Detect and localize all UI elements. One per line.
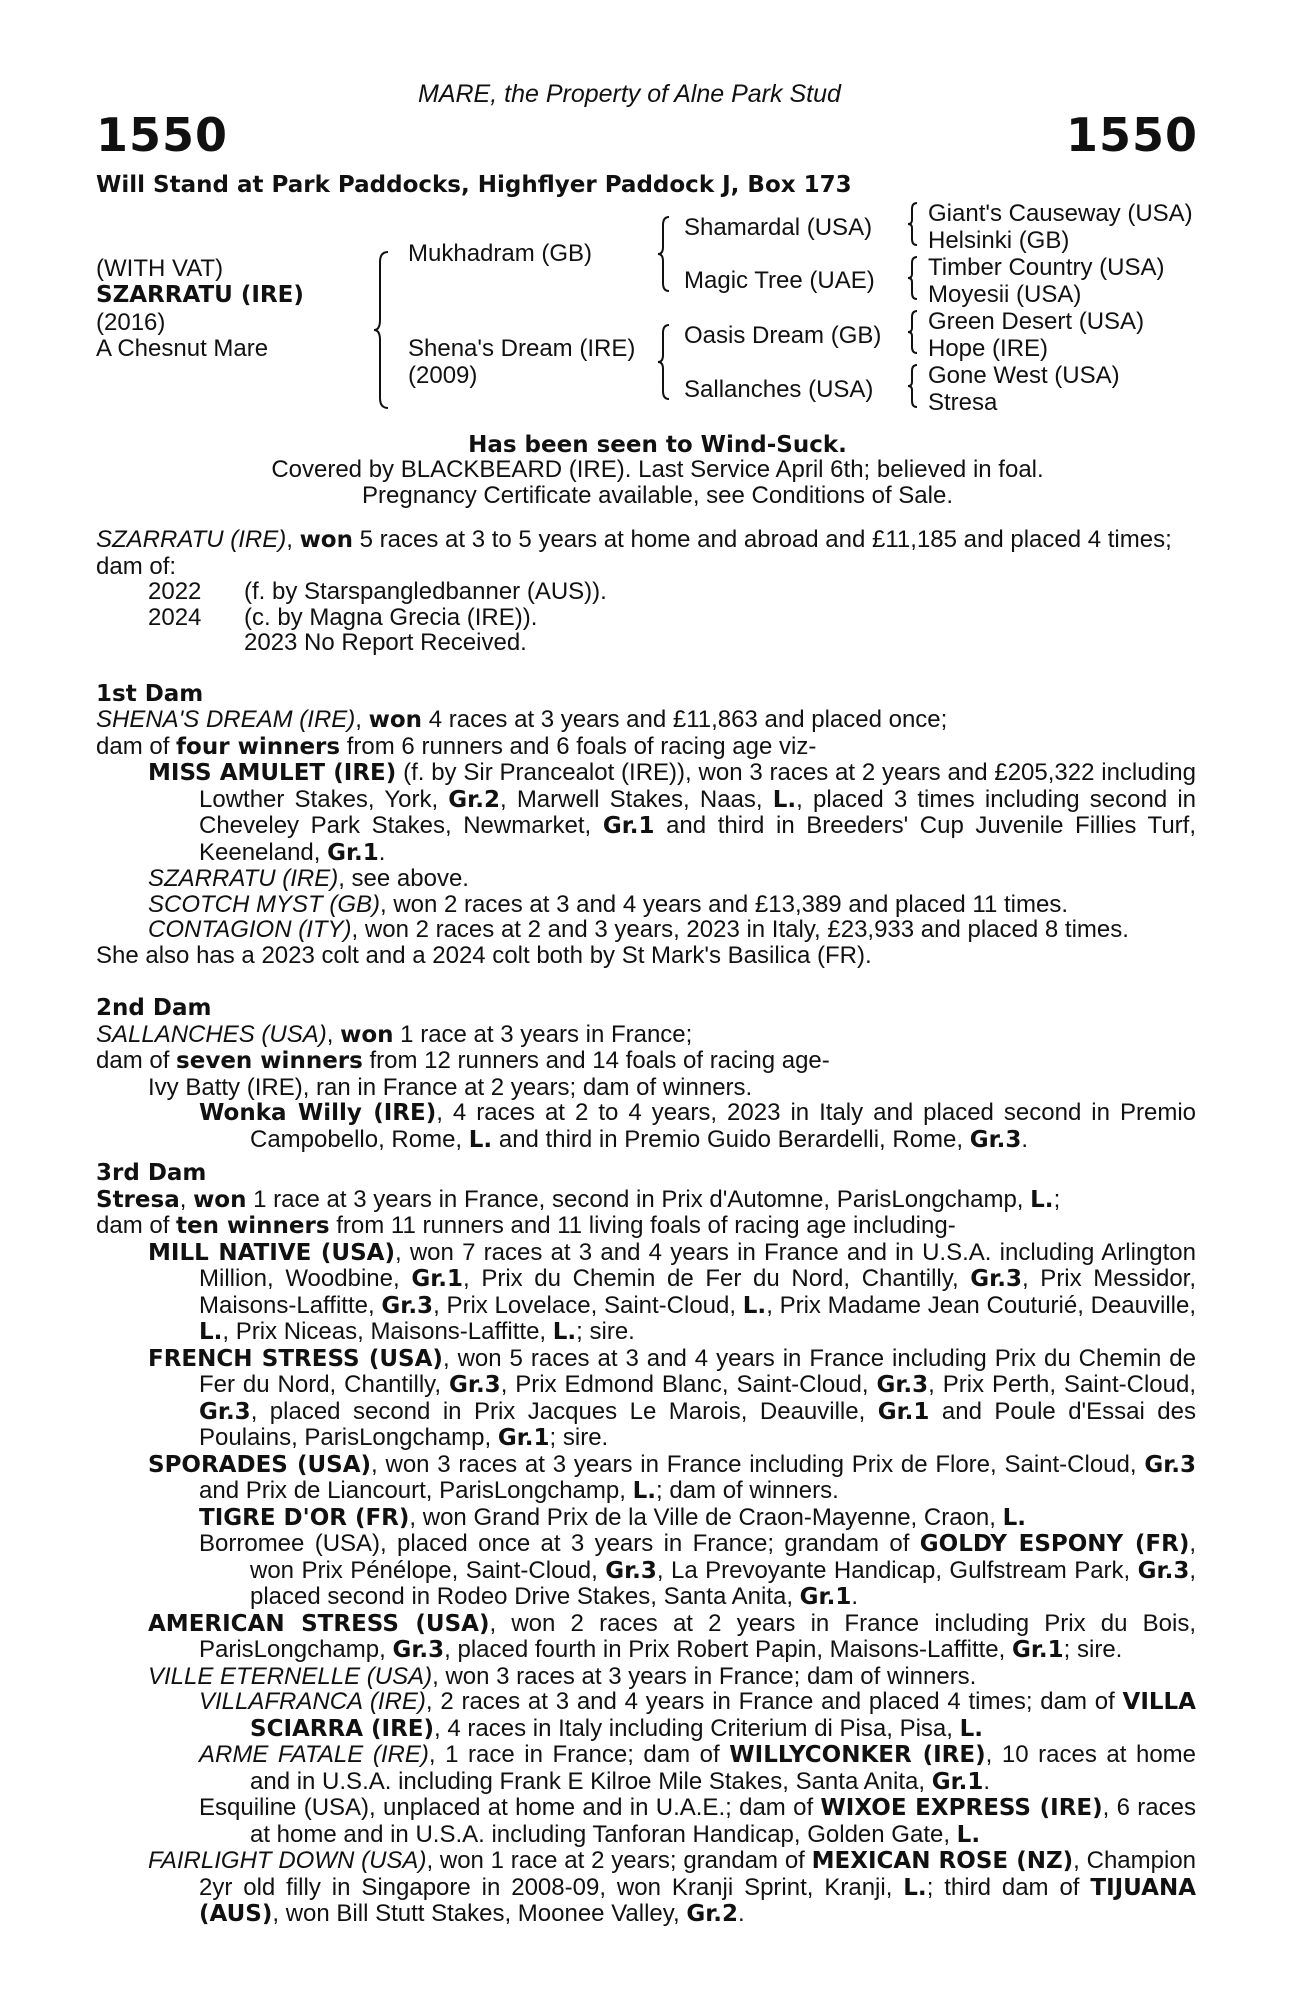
produce-entry: FAIRLIGHT DOWN (USA), won 1 race at 2 years; grandam of MEXICAN ROSE (NZ), Champion 2yr old filly in Singapore in 2008-09, won Kranji Sprint, Kranji, L.; third dam of TIJUANA (AUS), won Bill Stutt Stakes, Moonee Valley, Gr.2. bbox=[148, 1847, 1197, 1927]
pedigree-brace-g1 bbox=[907, 201, 919, 247]
first-dam-heading: 1st Dam bbox=[96, 680, 204, 707]
horse-name: SZARRATU (IRE) bbox=[96, 282, 304, 308]
lot-number-right: 1550 bbox=[1065, 108, 1198, 162]
mare-dam-of: dam of: bbox=[96, 552, 177, 580]
produce-entry: SZARRATU (IRE), see above. bbox=[148, 865, 469, 892]
pedigree-sire: Mukhadram (GB) bbox=[408, 240, 593, 267]
mare-record: SZARRATU (IRE), won 5 races at 3 to 5 years at home and abroad and £11,185 and placed 4 times; bbox=[96, 526, 1172, 553]
third-dam-produce-summary: dam of ten winners from 11 runners and 11 living foals of racing age including- bbox=[96, 1212, 956, 1239]
covered-note: Covered by BLACKBEARD (IRE). Last Service April 6th; believed in foal. bbox=[271, 456, 1044, 483]
second-dam-produce-summary: dam of seven winners from 12 runners and 14 foals of racing age- bbox=[96, 1047, 830, 1074]
pedigree-sdd: Moyesii (USA) bbox=[928, 281, 1082, 308]
produce-entry: ARME FATALE (IRE), 1 race in France; dam of WILLYCONKER (IRE), 10 races at home and in U.S.A. including Frank E Kilroe Mile Stakes, Santa Anita, Gr.1. bbox=[199, 1741, 1197, 1795]
vendor-line: MARE, the Property of Alne Park Stud bbox=[418, 80, 841, 108]
mare-record-text: 5 races at 3 to 5 years at home and abroad and £11,185 and placed 4 times; bbox=[353, 526, 1172, 553]
stand-line: Will Stand at Park Paddocks, Highflyer Paddock J, Box 173 bbox=[96, 172, 852, 198]
first-dam-record: SHENA'S DREAM (IRE), won 4 races at 3 years and £11,863 and placed once; bbox=[96, 706, 948, 733]
produce-row: 2023 No Report Received. bbox=[244, 629, 527, 656]
produce-entry: Borromee (USA), placed once at 3 years in France; grandam of GOLDY ESPONY (FR), won Prix Pénélope, Saint-Cloud, Gr.3, La Prevoyante Handicap, Gulfstream Park, Gr.3, placed second in Rodeo Drive Stakes, Santa Anita, Gr.1. bbox=[199, 1530, 1196, 1610]
pedigree-sds: Timber Country (USA) bbox=[928, 254, 1165, 281]
mare-name: SZARRATU (IRE) bbox=[96, 526, 287, 553]
produce-entry: AMERICAN STRESS (USA), won 2 races at 2 years in France including Prix du Bois, ParisLongchamp, Gr.3, placed fourth in Prix Robert Papin, Maisons-Laffitte, Gr.1; sire. bbox=[148, 1609, 1196, 1663]
produce-entry: CONTAGION (ITY), won 2 races at 2 and 3 years, 2023 in Italy, £23,933 and placed 8 times. bbox=[148, 916, 1129, 943]
pedigree-brace-main bbox=[372, 250, 390, 410]
pedigree-dsd: Hope (IRE) bbox=[928, 335, 1049, 362]
pedigree-ddd: Stresa bbox=[928, 389, 998, 416]
pedigree-ssd: Helsinki (GB) bbox=[928, 227, 1070, 254]
produce-entry: FRENCH STRESS (USA), won 5 races at 3 and 4 years in France including Prix du Chemin de Fer du Nord, Chantilly, Gr.3, Prix Edmond Blanc, Saint-Cloud, Gr.3, Prix Perth, Saint-Cloud, Gr.3, placed second in Prix Jacques Le Marois, Deauville, Gr.1 and Poule d'Essai des Poulains, ParisLongchamp, Gr.1; sire. bbox=[148, 1344, 1197, 1451]
pedigree-sss: Giant's Causeway (USA) bbox=[928, 200, 1193, 227]
produce-row: 2022 (f. by Starspangledbanner (AUS)). bbox=[148, 578, 607, 605]
pedigree-dam-dam: Sallanches (USA) bbox=[684, 376, 874, 403]
pedigree-brace-sire bbox=[657, 215, 671, 293]
produce-entry: Esquiline (USA), unplaced at home and in U.A.E.; dam of WIXOE EXPRESS (IRE), 6 races at home and in U.S.A. including Tanforan Handicap, Golden Gate, L. bbox=[199, 1794, 1196, 1848]
produce-entry: VILLAFRANCA (IRE), 2 races at 3 and 4 years in France and placed 4 times; dam of VILLA SCIARRA (IRE), 4 races in Italy including Criterium di Pisa, Pisa, L. bbox=[199, 1688, 1196, 1742]
first-dam-also: She also has a 2023 colt and a 2024 colt both by St Mark's Basilica (FR). bbox=[96, 941, 872, 969]
pedigree-brace-dam bbox=[657, 323, 671, 401]
produce-entry: SPORADES (USA), won 3 races at 3 years in France including Prix de Flore, Saint-Cloud, Gr.3 and Prix de Liancourt, ParisLongchamp, L.; dam of winners. bbox=[148, 1450, 1196, 1504]
horse-year: (2016) bbox=[96, 309, 166, 336]
produce-entry: VILLE ETERNELLE (USA), won 3 races at 3 years in France; dam of winners. bbox=[148, 1662, 977, 1690]
second-dam-heading: 2nd Dam bbox=[96, 995, 212, 1021]
produce-entry: Wonka Willy (IRE), 4 races at 2 to 4 years, 2023 in Italy and placed second in Premio Campobello, Rome, L. and third in Premio Guido Berardelli, Rome, Gr.3. bbox=[199, 1099, 1197, 1153]
second-dam-record: SALLANCHES (USA), won 1 race at 3 years in France; bbox=[96, 1020, 693, 1048]
produce-entry: SCOTCH MYST (GB), won 2 races at 3 and 4 years and £13,389 and placed 11 times. bbox=[148, 890, 1069, 918]
produce-entry: Ivy Batty (IRE), ran in France at 2 years; dam of winners. bbox=[148, 1073, 753, 1101]
third-dam-record: Stresa, won 1 race at 3 years in France, second in Prix d'Automne, ParisLongchamp, L.; bbox=[96, 1185, 1061, 1213]
first-dam-produce-summary: dam of four winners from 6 runners and 6 foals of racing age viz- bbox=[96, 732, 817, 760]
catalogue-body bbox=[96, 527, 1196, 1928]
pedigree-dam: Shena's Dream (IRE) bbox=[408, 335, 636, 362]
certificate-note: Pregnancy Certificate available, see Conditions of Sale. bbox=[362, 482, 953, 509]
produce-entry: MISS AMULET (IRE) (f. by Sir Prancealot (IRE)), won 3 races at 2 years and £205,322 including Lowther Stakes, York, Gr.2, Marwell Stakes, Naas, L., placed 3 times including second in Cheveley Park Stakes, Newmarket, Gr.1 and third in Breeders' Cup Juvenile Fillies Turf, Keeneland, Gr.1. bbox=[148, 759, 1197, 866]
pedigree-brace-g3 bbox=[907, 309, 919, 355]
pedigree-dam-sire: Oasis Dream (GB) bbox=[684, 322, 882, 349]
pedigree-dss: Green Desert (USA) bbox=[928, 308, 1145, 335]
pedigree-dam-year: (2009) bbox=[408, 362, 478, 389]
produce-entry: MILL NATIVE (USA), won 7 races at 3 and 4 years in France and in U.S.A. including Arlington Million, Woodbine, Gr.1, Prix du Chemin de Fer du Nord, Chantilly, Gr.3, Prix Messidor, Maisons-Laffitte, Gr.3, Prix Lovelace, Saint-Cloud, L., Prix Madame Jean Couturié, Deauville, L., Prix Niceas, Maisons-Laffitte, L.; sire. bbox=[148, 1238, 1197, 1345]
lot-number-left: 1550 bbox=[96, 108, 229, 162]
won-label: won bbox=[299, 527, 353, 553]
vat-label: (WITH VAT) bbox=[96, 255, 224, 282]
produce-row: 2024 (c. by Magna Grecia (IRE)). bbox=[148, 603, 538, 631]
pedigree-dds: Gone West (USA) bbox=[928, 362, 1120, 389]
pedigree-sire-dam: Magic Tree (UAE) bbox=[684, 267, 875, 294]
third-dam-heading: 3rd Dam bbox=[96, 1160, 207, 1186]
pedigree-brace-g2 bbox=[907, 255, 919, 301]
horse-description: A Chesnut Mare bbox=[96, 335, 269, 362]
pedigree-sire-sire: Shamardal (USA) bbox=[684, 214, 873, 241]
wind-suck-note: Has been seen to Wind-Suck. bbox=[468, 432, 847, 458]
produce-entry: TIGRE D'OR (FR), won Grand Prix de la Ville de Craon-Mayenne, Craon, L. bbox=[199, 1503, 1027, 1531]
pedigree-brace-g4 bbox=[907, 363, 919, 409]
